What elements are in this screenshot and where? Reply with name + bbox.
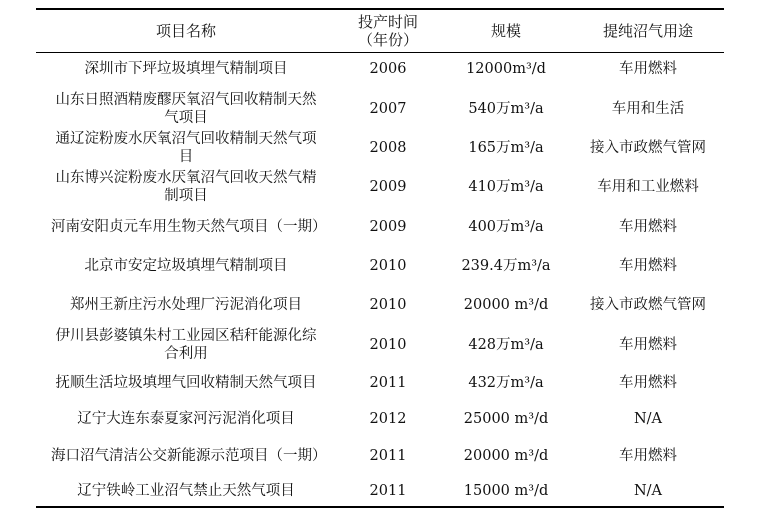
use-cell: 车用燃料 [619, 375, 677, 391]
table-row [36, 248, 724, 284]
scale-cell: 12000m³/d [466, 61, 546, 77]
table-row [36, 436, 724, 476]
scale-cell: 25000 m³/d [463, 411, 549, 427]
project-name-cell: 海口沼气清洁公交新能源示范项目（一期） [51, 448, 327, 464]
use-cell: N/A [633, 411, 663, 427]
project-name-cell: 抚顺生活垃圾填埋气回收精制天然气项目 [55, 375, 317, 391]
use-cell: 车用和工业燃料 [597, 179, 699, 195]
use-cell: N/A [633, 483, 663, 499]
use-cell: 车用和生活 [611, 101, 685, 117]
scale-cell: 20000 m³/d [463, 297, 549, 313]
scale-cell: 20000 m³/d [463, 448, 549, 464]
table-row [36, 206, 724, 248]
project-name-cell: 通辽淀粉废水厌氧沼气回收精制天然气项目 [55, 131, 317, 165]
header-year: 投产时间（年份） [357, 13, 418, 49]
table-row [36, 476, 724, 506]
table-row [36, 168, 724, 206]
table-row [36, 90, 724, 128]
project-name-cell: 山东日照酒精废醪厌氧沼气回收精制天然气项目 [55, 92, 317, 126]
year-cell: 2006 [369, 61, 407, 77]
use-cell: 车用燃料 [619, 337, 677, 353]
use-cell: 车用燃料 [619, 258, 677, 274]
scale-cell: 15000 m³/d [463, 483, 549, 499]
use-cell: 车用燃料 [619, 61, 677, 77]
project-name-cell: 辽宁铁岭工业沼气禁止天然气项目 [77, 483, 295, 499]
scale-cell: 400万m³/a [468, 219, 544, 235]
scale-cell: 428万m³/a [468, 337, 544, 353]
project-name-cell: 北京市安定垃圾填埋气精制项目 [84, 258, 288, 274]
year-cell: 2010 [369, 258, 407, 274]
header-scale: 规模 [490, 22, 521, 40]
year-cell: 2007 [369, 101, 407, 117]
project-name-cell: 辽宁大连东泰夏家河污泥消化项目 [77, 411, 295, 427]
header-project-name: 项目名称 [155, 22, 216, 40]
scale-cell: 165万m³/a [468, 140, 544, 156]
use-cell: 车用燃料 [619, 448, 677, 464]
project-name-cell: 深圳市下坪垃圾填埋气精制项目 [84, 61, 288, 77]
use-cell: 接入市政燃气管网 [590, 140, 706, 156]
year-cell: 2010 [369, 337, 407, 353]
scale-cell: 410万m³/a [468, 179, 544, 195]
table-row [36, 54, 724, 84]
project-name-cell: 河南安阳贞元车用生物天然气项目（一期） [51, 219, 327, 235]
header-use: 提纯沼气用途 [602, 22, 693, 40]
year-cell: 2011 [369, 483, 407, 499]
year-cell: 2009 [369, 219, 407, 235]
use-cell: 接入市政燃气管网 [590, 297, 706, 313]
year-cell: 2012 [369, 411, 407, 427]
header-rule [36, 52, 724, 53]
project-name-cell: 伊川县彭婆镇朱村工业园区秸秆能源化综合利用 [55, 328, 317, 362]
table-row [36, 402, 724, 436]
scale-cell: 432万m³/a [468, 375, 544, 391]
project-name-cell: 山东博兴淀粉废水厌氧沼气回收天然气精制项目 [55, 170, 317, 204]
scale-cell: 540万m³/a [468, 101, 544, 117]
use-cell: 车用燃料 [619, 219, 677, 235]
scale-cell: 239.4万m³/a [461, 258, 551, 274]
year-cell: 2008 [369, 140, 407, 156]
table-row [36, 364, 724, 402]
year-cell: 2011 [369, 375, 407, 391]
table-row [36, 284, 724, 326]
bottom-rule [36, 506, 724, 508]
year-cell: 2011 [369, 448, 407, 464]
year-cell: 2009 [369, 179, 407, 195]
table-row [36, 128, 724, 168]
project-name-cell: 郑州王新庄污水处理厂污泥消化项目 [70, 297, 302, 313]
year-cell: 2010 [369, 297, 407, 313]
table-row [36, 326, 724, 364]
